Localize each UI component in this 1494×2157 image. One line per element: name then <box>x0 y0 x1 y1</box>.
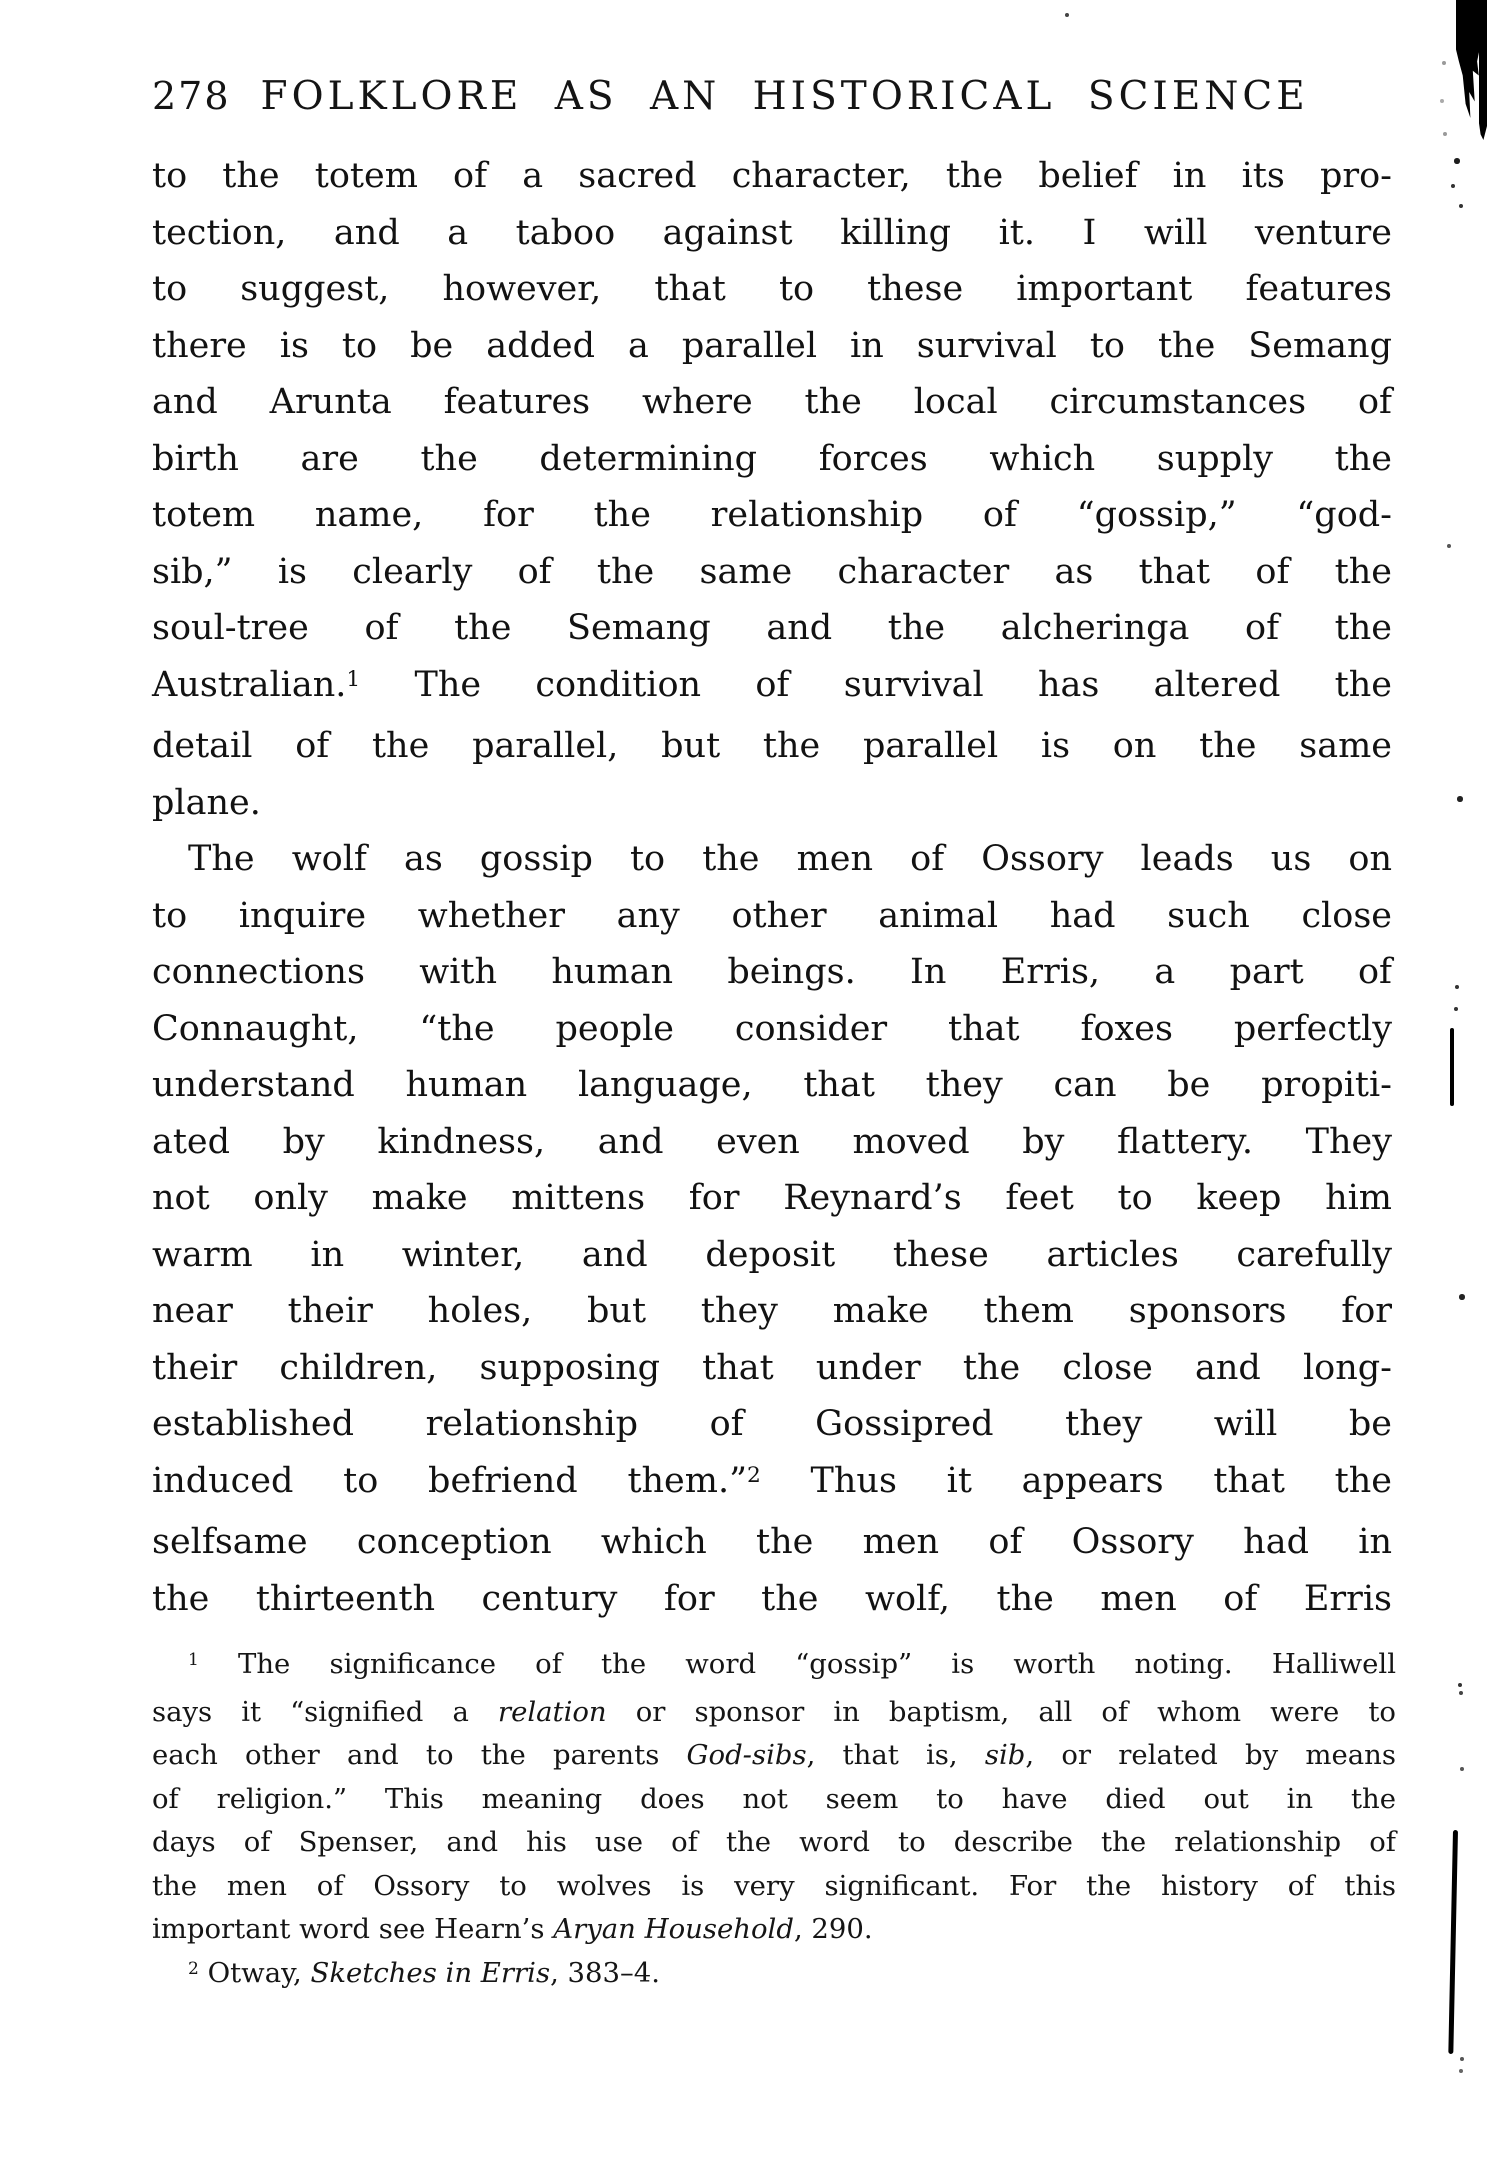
page-number: 278 <box>152 74 231 118</box>
scan-artifact-ink-bar <box>1479 0 1487 140</box>
footnote-line: says it “signified a relation or sponsor in baptism, all of whom were to <box>152 1695 1396 1728</box>
body-line: their children, supposing that under the close and long- <box>152 1347 1392 1388</box>
footnote-line: $^1$ The significance of the word “gossip” is worth noting. Halliwell <box>188 1648 1396 1680</box>
body-line: Australian.$^1$ The condition of survival has altered the <box>152 664 1392 705</box>
footnote-line: important word see Hearn’s Aryan Household, 290. <box>152 1913 873 1945</box>
body-line: to the totem of a sacred character, the belief in its pro- <box>152 156 1392 196</box>
footnote-marker: 2 <box>746 1462 761 1488</box>
footnote-marker: 2 <box>188 1958 199 1979</box>
body-line: to inquire whether any other animal had such close <box>152 895 1392 936</box>
body-line: soul-tree of the Semang and the alcheringa of the <box>152 608 1392 648</box>
body-line: totem name, for the relationship of “gossip,” “god- <box>152 495 1392 535</box>
footnote-marker: 1 <box>346 666 361 692</box>
body-line: not only make mittens for Reynard’s feet to keep him <box>152 1178 1392 1218</box>
body-line: The wolf as gossip to the men of Ossory leads us on <box>188 839 1392 879</box>
scan-artifact-line-bottom <box>1448 1830 1458 2054</box>
running-title: FOLKLORE AS AN HISTORICAL SCIENCE <box>260 74 1309 119</box>
body-line: to suggest, however, that to these important features <box>152 269 1392 309</box>
body-line: and Arunta features where the local circumstances of <box>152 382 1392 422</box>
footnote-line: days of Spenser, and his use of the word to describe the relationship of <box>152 1826 1396 1858</box>
scan-artifact-speckles <box>0 0 2 2</box>
footnote-line: each other and to the parents God-sibs, that is, sib, or related by means <box>152 1739 1396 1771</box>
body-line: induced to befriend them.”$^2$ Thus it appears that the <box>152 1460 1392 1501</box>
scan-artifact-line-mid <box>1450 1028 1454 1106</box>
body-line: selfsame conception which the men of Ossory had in <box>152 1522 1392 1562</box>
body-line: warm in winter, and deposit these articles carefully <box>152 1234 1392 1275</box>
body-line: near their holes, but they make them sponsors for <box>152 1291 1392 1331</box>
footnote-line: of religion.” This meaning does not seem to have died out in the <box>152 1782 1396 1815</box>
body-line: understand human language, that they can be propiti- <box>152 1065 1392 1105</box>
footnotes <box>152 1643 1396 1999</box>
body-line: birth are the determining forces which supply the <box>152 438 1392 479</box>
body-line: detail of the parallel, but the parallel is on the same <box>152 726 1392 766</box>
footnote-marker: 1 <box>188 1650 199 1671</box>
footnote-line: the men of Ossory to wolves is very significant. For the history of this <box>152 1869 1396 1902</box>
body-line: plane. <box>152 782 261 823</box>
body-line: ated by kindness, and even moved by flattery. They <box>152 1121 1392 1162</box>
scan-artifact-ink-blob <box>1456 0 1480 118</box>
body-line: sib,” is clearly of the same character as that of the <box>152 551 1392 592</box>
body-line: tection, and a taboo against killing it. I will venture <box>152 212 1392 253</box>
body-line: Connaught, “the people consider that foxes perfectly <box>152 1008 1392 1049</box>
body-text <box>152 148 1392 1627</box>
footnote-line: $^2$ Otway, Sketches in Erris, 383–4. <box>188 1956 661 1989</box>
body-line: there is to be added a parallel in survival to the Semang <box>152 325 1392 366</box>
body-line: connections with human beings. In Erris, a part of <box>152 952 1392 992</box>
body-line: the thirteenth century for the wolf, the men of Erris <box>152 1578 1392 1619</box>
body-line: established relationship of Gossipred they will be <box>152 1404 1392 1444</box>
page-header <box>152 74 1309 119</box>
